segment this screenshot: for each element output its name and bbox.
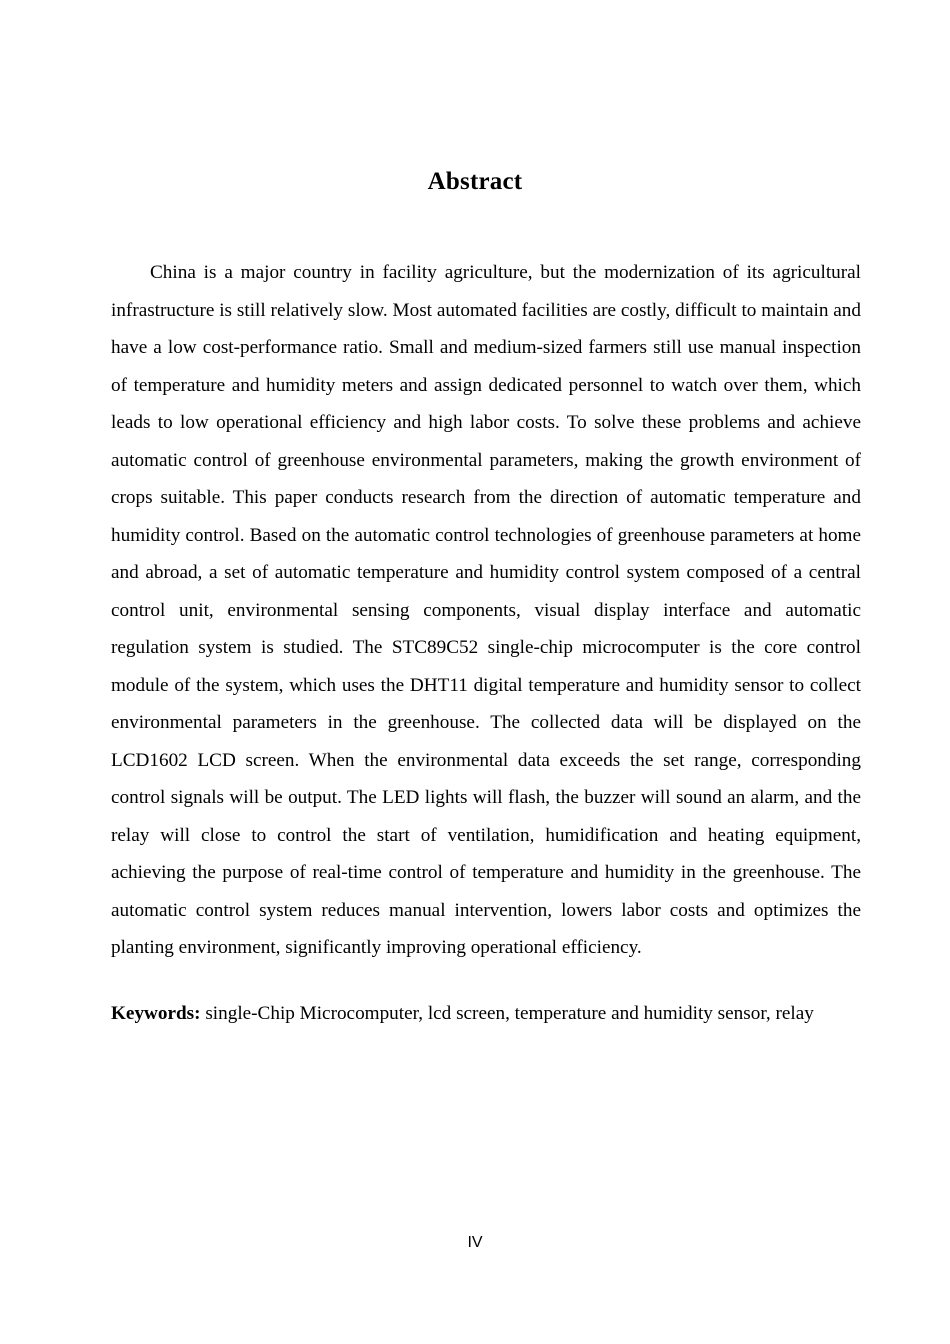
- abstract-paragraph: China is a major country in facility agriculture, but the modernization of its agricultural infrastructure is still relatively slow. Most automated facilities are costly, difficult to maintain and have a low cost-performance ratio. Small and medium-sized farmers still use manual inspection of temperature and humidity meters and assign dedicated personnel to watch over them, which leads to low operational efficiency and high labor costs. To solve these problems and achieve automatic control of greenhouse environmental parameters, making the growth environment of crops suitable. This paper conducts research from the direction of automatic temperature and humidity control. Based on the automatic control technologies of greenhouse parameters at home and abroad, a set of automatic temperature and humidity control system composed of a central control unit, environmental sensing components, visual display interface and automatic regulation system is studied. The STC89C52 single-chip microcomputer is the core control module of the system, which uses the DHT11 digital temperature and humidity sensor to collect environmental parameters in the greenhouse. The collected data will be displayed on the LCD1602 LCD screen. When the environmental data exceeds the set range, corresponding control signals will be output. The LED lights will flash, the buzzer will sound an alarm, and the relay will close to control the start of ventilation, humidification and heating equipment, achieving the purpose of real-time control of temperature and humidity in the greenhouse. The automatic control system reduces manual intervention, lowers labor costs and optimizes the planting environment, significantly improving operational efficiency.: [111, 262, 861, 958]
- keywords-line: [111, 1000, 871, 1028]
- page-number: IV: [467, 1234, 483, 1251]
- keywords-label: Keywords:: [111, 1003, 201, 1024]
- keywords-value: single-Chip Microcomputer, lcd screen, temperature and humidity sensor, relay: [200, 1003, 814, 1024]
- abstract-body: [111, 254, 861, 967]
- page-title: Abstract: [427, 168, 523, 195]
